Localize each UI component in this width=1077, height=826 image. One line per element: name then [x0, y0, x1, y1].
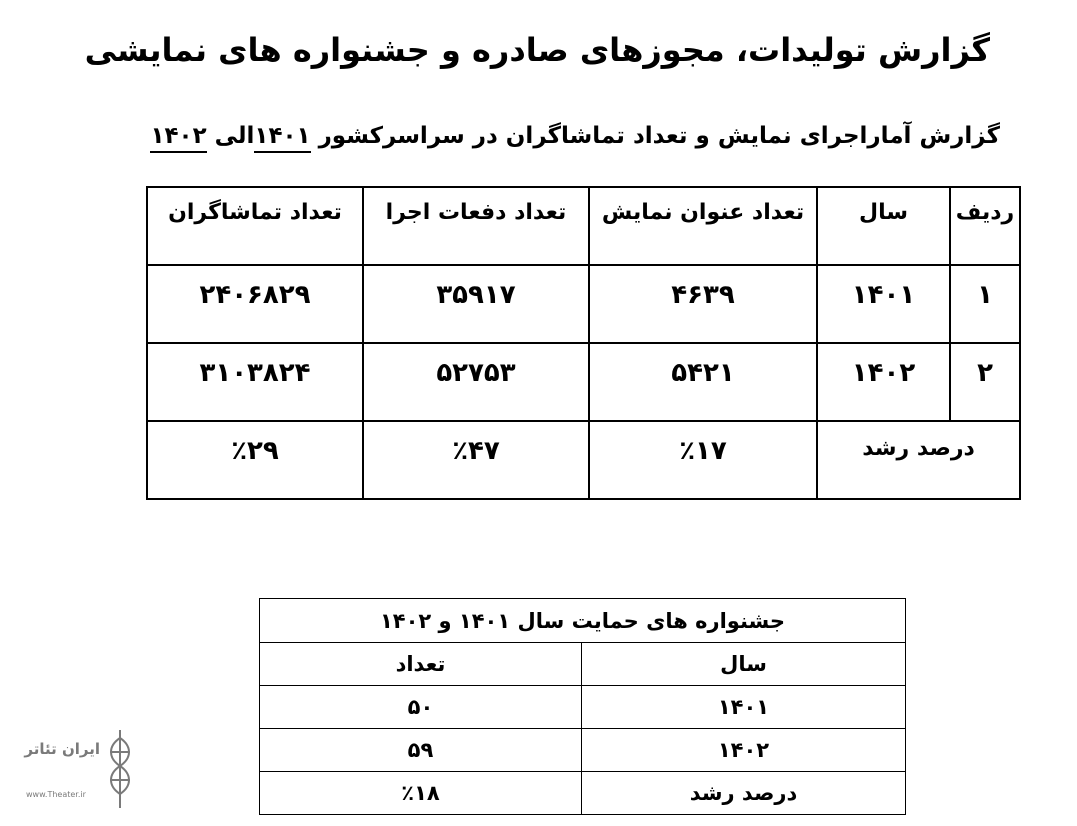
- growth-performances: ٪۴۷: [363, 421, 589, 499]
- table-row: [260, 729, 906, 772]
- growth-audience: ٪۲۹: [147, 421, 363, 499]
- header-audience: تعداد تماشاگران: [147, 187, 363, 265]
- cell-performances: ۳۵۹۱۷: [363, 265, 589, 343]
- table-row: [147, 265, 1020, 343]
- cell-row-number: ۱: [950, 265, 1020, 343]
- festival-growth-label: درصد رشد: [582, 772, 906, 815]
- header-row-number: ردیف: [950, 187, 1020, 265]
- report-subtitle: [140, 114, 1000, 158]
- page-title: گزارش تولیدات، مجوزهای صادره و جشنواره های نمایشی: [84, 31, 990, 69]
- festival-table-caption: جشنواره های حمایت سال ۱۴۰۱ و ۱۴۰۲: [260, 599, 906, 643]
- table-header-row: [147, 187, 1020, 265]
- cell-show-titles: ۴۶۳۹: [589, 265, 817, 343]
- subtitle-text: گزارش آماراجرای نمایش و تعداد تماشاگران در سراسرکشور: [310, 123, 1000, 149]
- header-performances: تعداد دفعات اجرا: [363, 187, 589, 265]
- festival-growth-row: [260, 772, 906, 815]
- festival-cell-year: ۱۴۰۲: [582, 729, 906, 772]
- performance-stats-table: [146, 186, 1021, 500]
- iran-theater-logo: [26, 728, 136, 810]
- logo-title: ایران تئاتر: [24, 740, 100, 758]
- festival-caption-row: [260, 599, 906, 643]
- growth-row: [147, 421, 1020, 499]
- header-year: سال: [817, 187, 950, 265]
- festival-support-table: [259, 598, 906, 815]
- logo-url: www.Theater.ir: [26, 790, 86, 799]
- table-row: [147, 343, 1020, 421]
- logo-emblem-icon: [104, 728, 136, 810]
- cell-year: ۱۴۰۲: [817, 343, 950, 421]
- cell-row-number: ۲: [950, 343, 1020, 421]
- festival-header-year: سال: [582, 643, 906, 686]
- subtitle-year-to: ۱۴۰۲: [150, 123, 206, 153]
- cell-audience: ۲۴۰۶۸۲۹: [147, 265, 363, 343]
- header-show-titles: تعداد عنوان نمایش: [589, 187, 817, 265]
- festival-cell-count: ۵۹: [260, 729, 582, 772]
- festival-cell-count: ۵۰: [260, 686, 582, 729]
- subtitle-connector: الی: [206, 123, 255, 149]
- festival-growth-count: ٪۱۸: [260, 772, 582, 815]
- cell-show-titles: ۵۴۲۱: [589, 343, 817, 421]
- cell-audience: ۳۱۰۳۸۲۴: [147, 343, 363, 421]
- growth-label: درصد رشد: [817, 421, 1020, 499]
- festival-cell-year: ۱۴۰۱: [582, 686, 906, 729]
- growth-show-titles: ٪۱۷: [589, 421, 817, 499]
- subtitle-year-from: ۱۴۰۱: [254, 123, 310, 153]
- cell-performances: ۵۲۷۵۳: [363, 343, 589, 421]
- table-row: [260, 686, 906, 729]
- cell-year: ۱۴۰۱: [817, 265, 950, 343]
- festival-header-row: [260, 643, 906, 686]
- festival-header-count: تعداد: [260, 643, 582, 686]
